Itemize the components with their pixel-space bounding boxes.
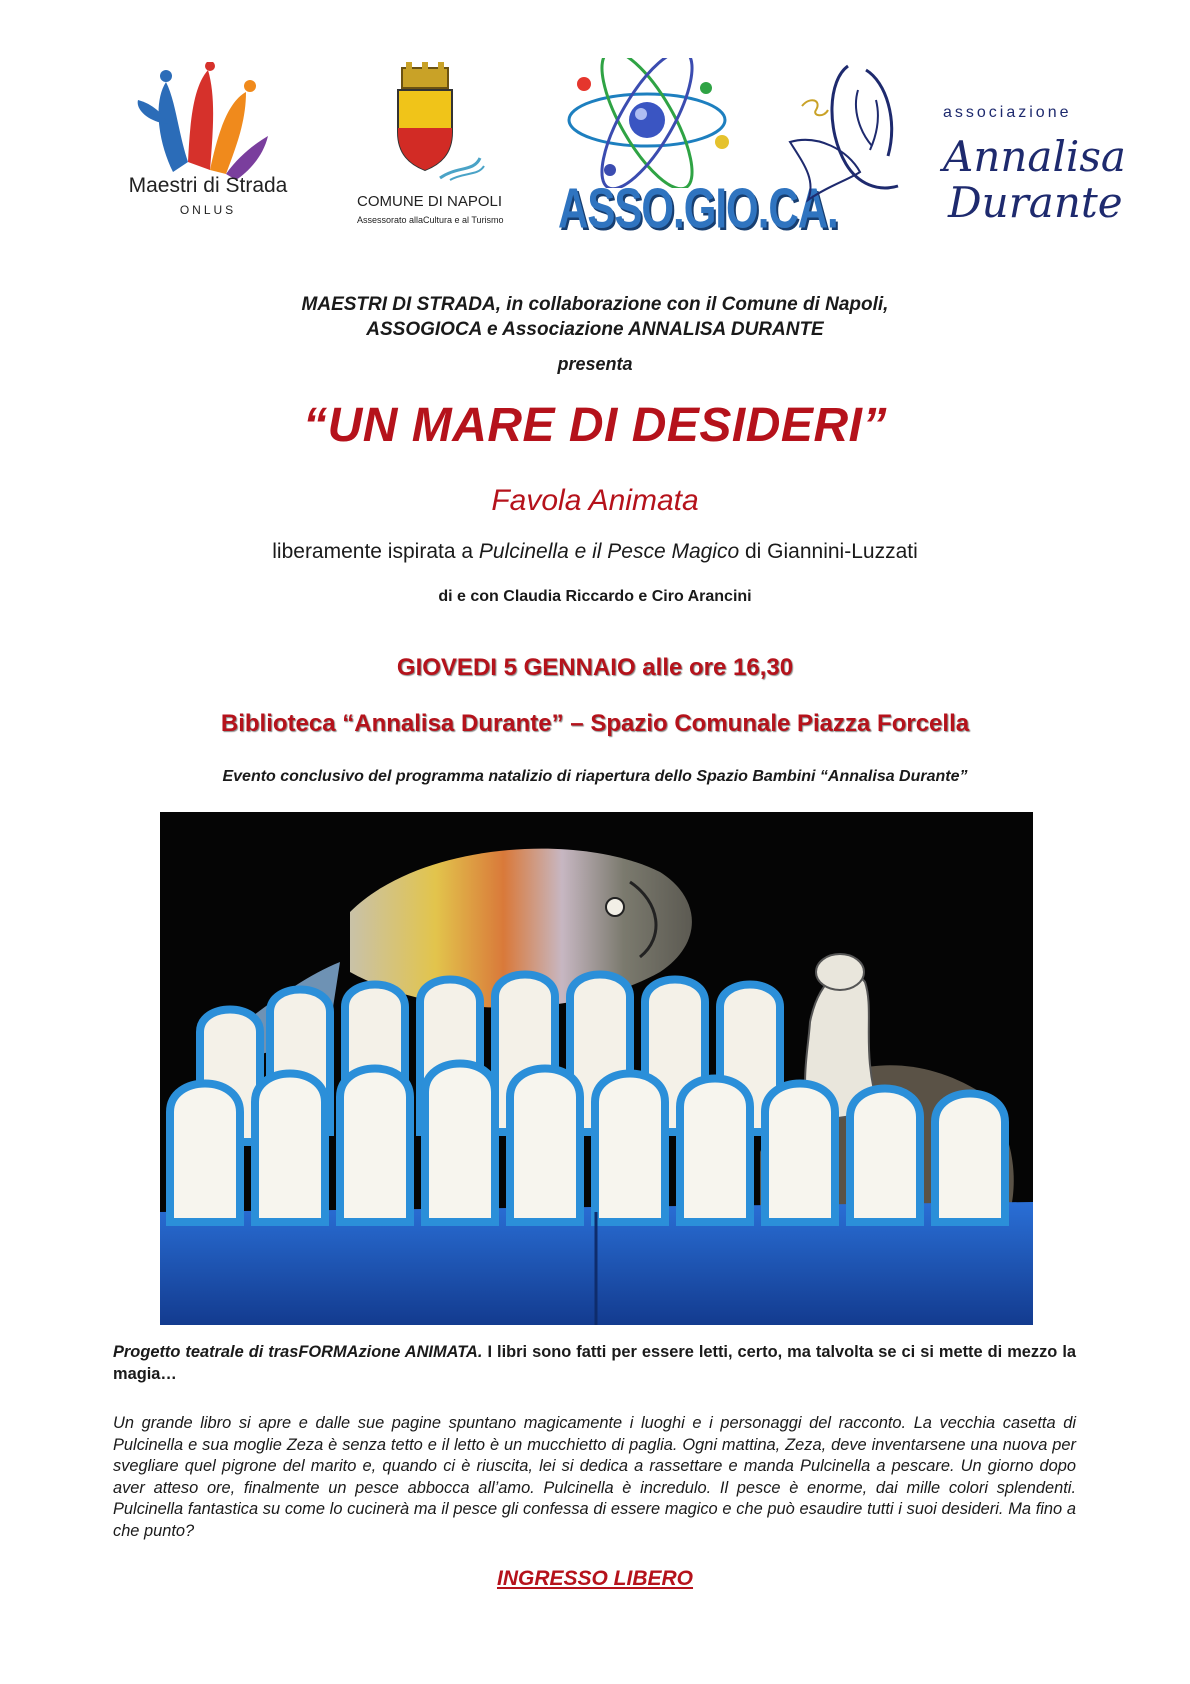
comune-name: COMUNE DI NAPOLI: [357, 193, 503, 210]
maestri-figures-icon: [118, 62, 298, 182]
inspired-work: Pulcinella e il Pesce Magico: [478, 540, 740, 563]
maestri-name: Maestri di Strada: [128, 174, 288, 197]
annalisa-top: associazione: [943, 104, 1072, 121]
assogioca-name: ASSO.GIO.CA.: [558, 176, 838, 240]
napoli-crest-icon: [352, 62, 512, 182]
ingresso-libero: INGRESSO LIBERO: [496, 1567, 694, 1590]
project-paragraph: [113, 1342, 1076, 1385]
intro-line-1: MAESTRI DI STRADA, in collaborazione con il Comune di Napoli,: [301, 294, 889, 315]
comune-sub: Assessorato allaCultura e al Turismo: [357, 215, 504, 225]
event-title: “UN MARE DI DESIDERI”: [303, 399, 887, 452]
intro-line-2: ASSOGIOCA e Associazione ANNALISA DURANTE: [366, 319, 824, 340]
atom-icon: [552, 58, 742, 188]
event-note: Evento conclusivo del programma natalizio di riapertura dello Spazio Bambini “Annalisa Durante”: [222, 768, 968, 785]
event-place: Biblioteca “Annalisa Durante” – Spazio Comunale Piazza Forcella: [220, 710, 970, 737]
project-rest: I libri sono fatti per essere letti, certo, ma talvolta se ci si mette di mezzo la magia…: [113, 1343, 1076, 1383]
event-subtitle: Favola Animata: [491, 484, 699, 517]
maestri-sub: ONLUS: [179, 203, 237, 217]
presenta-text: presenta: [557, 354, 633, 374]
angel-figure-icon: [788, 60, 938, 230]
inspired-pre: liberamente ispirata a: [272, 540, 479, 563]
comune-napoli-logo: [352, 62, 512, 232]
event-date: GIOVEDI 5 GENNAIO alle ore 16,30: [396, 654, 794, 681]
show-photo: [160, 812, 1033, 1325]
authors-line: di e con Claudia Riccardo e Ciro Arancini: [438, 588, 752, 605]
inspired-line: [0, 540, 1190, 564]
annalisa-line1: Annalisa: [943, 132, 1126, 181]
description-paragraph: Un grande libro si apre e dalle sue pagine spuntano magicamente i luoghi e i personaggi del racconto. La vecchia casetta di Pulcinella e sua moglie Zeza è senza tetto e il letto è un mucchietto di paglia. Ogni mattina, Zeza, deve inventarsene una nuova per svegliare quel pigrone del marito e, quando ci è riuscita, lei si dedica a rassettare e manda Pulcinella a pescare. Un giorno dopo aver atteso ore, finalmente un pesce abbocca all’amo. Pulcinella è incredulo. Il pesce è enorme, dai mille colori splendenti. Pulcinella fantastica su come lo cucinerà ma il pesce gli confessa di essere magico e che può esaudire tutti i suoi desideri. Ma fino a che punto?: [113, 1414, 1076, 1540]
annalisa-line2: Durante: [948, 178, 1123, 227]
annalisa-durante-logo: [788, 60, 1126, 240]
project-lead: Progetto teatrale di trasFORMAzione ANIMATA.: [113, 1343, 483, 1361]
inspired-post: di Giannini-Luzzati: [739, 540, 918, 563]
popup-book-illustration: [160, 812, 1033, 1325]
maestri-di-strada-logo: [118, 62, 298, 232]
assogioca-logo: [552, 58, 838, 240]
